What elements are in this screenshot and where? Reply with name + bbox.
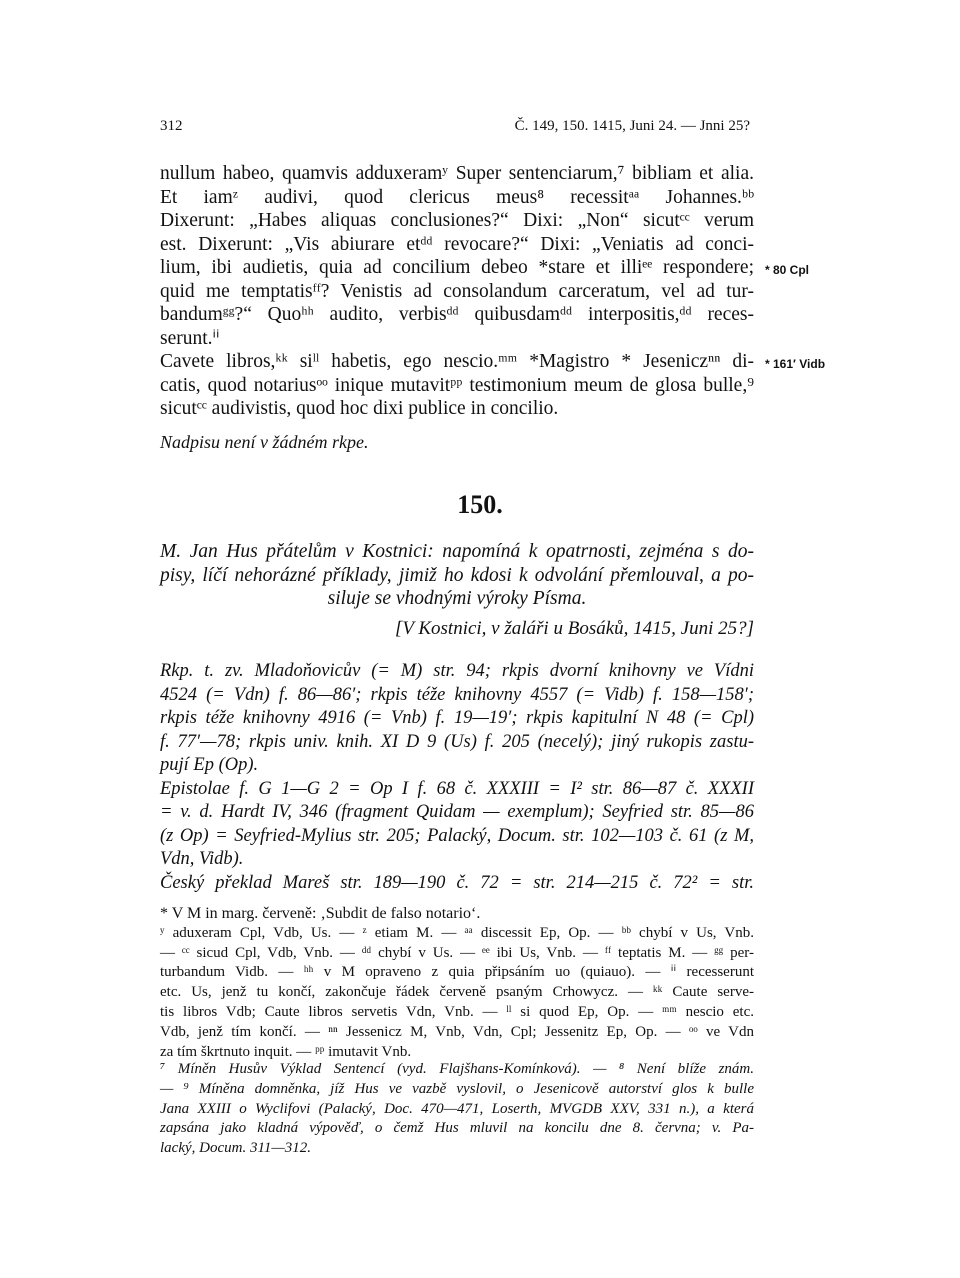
footnote-line: ʸ aduxeram Cpl, Vdb, Us. — ᶻ etiam M. — ᵃᵃ discessit Ep, Op. — ᵇᵇ chybí v Us, Vnb.: [160, 924, 754, 941]
text-line: sicutᶜᶜ audivistis, quod hoc dixi publice in concilio.: [160, 398, 559, 419]
regest-line: siluje se vhodnými výroky Písma.: [327, 588, 587, 609]
footnote-line: za tím škrtnuto inquit. — ᵖᵖ imutavit Vnb.: [160, 1043, 412, 1060]
source-line: Epistolae f. G 1—G 2 = Op I f. 68 č. XXXIII = I² str. 86—87 č. XXXII: [160, 778, 754, 799]
text-line: nullum habeo, quamvis adduxeramʸ Super sentenciarum,⁷ bibliam et alia.: [160, 163, 754, 184]
footnote-line: tis libros Vdb; Caute libros servetis Vdn, Vnb. — ˡˡ si quod Ep, Op. — ᵐᵐ nescio etc.: [160, 1003, 754, 1020]
text-line: est. Dixerunt: „Vis abiurare etᵈᵈ revocare?“ Dixi: „Veniatis ad conci-: [160, 233, 754, 255]
source-line: f. 77′—78; rkpis univ. knih. XI D 9 (Us) f. 205 (necelý); jiný rukopis zastu-: [160, 731, 754, 752]
footnote-line: ⁷ Míněn Husův Výklad Sentencí (vyd. Flajšhans-Komínková). — ⁸ Není blíže znám.: [160, 1061, 754, 1077]
regest-line: M. Jan Hus přátelům v Kostnici: napomíná k opatrnosti, zejména s do-: [160, 541, 754, 562]
source-line: Rkp. t. zv. Mladoňovicův (= M) str. 94; rkpis dvorní knihovny ve Vídni: [160, 661, 754, 681]
footnote-line: — ⁹ Míněna domněnka, jíž Hus ve vazbě vyslovil, o Jesenicově autorství glos k bulle: [160, 1080, 754, 1097]
page-number: 312: [160, 118, 183, 134]
footnote-line: Vdb, jenž tím končí. — ⁿⁿ Jessenicz M, Vnb, Vdn, Cpl; Jessenitz Ep, Op. — ᵒᵒ ve Vdn: [160, 1023, 754, 1040]
source-line: pují Ep (Op).: [160, 755, 259, 775]
text-line: bandumᵍᵍ?“ Quoʰʰ audito, verbisᵈᵈ quibusdamᵈᵈ interpositis,ᵈᵈ reces-: [160, 304, 754, 325]
margin-note: * 80 Cpl: [765, 263, 810, 277]
text-line: quid me temptatisᶠᶠ? Venistis ad consolandum carceratum, vel ad tur-: [160, 280, 754, 302]
margin-note: * 161′ Vidb: [765, 357, 826, 371]
source-line: Český překlad Mareš str. 189—190 č. 72 = str. 214—215 č. 72² = str.: [160, 872, 754, 893]
text-line: Cavete libros,ᵏᵏ siˡˡ habetis, ego nescio.ᵐᵐ *Magistro * Jeseniczⁿⁿ di-: [160, 351, 754, 372]
footnote-line: zapsána jako kladná výpověď, o čemž Hus mluvil na koncilu dne 8. června; v. Pa-: [160, 1120, 754, 1137]
footnote-line: Jana XXIII o Wyclifovi (Palacký, Doc. 470—471, Loserth, MVGDB XXV, 331 n.), a která: [160, 1100, 754, 1117]
footnote-line: — ᶜᶜ sicud Cpl, Vdb, Vnb. — ᵈᵈ chybí v Us. — ᵉᵉ ibi Us, Vnb. — ᶠᶠ teptatis M. — ᵍᵍ per-: [160, 944, 754, 961]
source-line: 4524 (= Vdn) f. 86—86′; rkpis téže knihovny 4557 (= Vidb) f. 158—158′;: [160, 684, 754, 705]
letter-number: 150.: [457, 490, 503, 519]
text-line: serunt.ⁱⁱ: [160, 327, 220, 349]
text-line: catis, quod notariusᵒᵒ inique mutavitᵖᵖ testimonium meum de glosa bulle,⁹: [160, 374, 754, 396]
letter-regest: [160, 540, 754, 611]
text-line: lium, ibi audietis, quia ad concilium debeo *stare et illiᵉᵉ respondere;: [160, 257, 754, 278]
footnote-line: etc. Us, jenž tu končí, zakončuje řádek červeně psaným Crhowycz. — ᵏᵏ Caute serve-: [160, 984, 754, 1001]
regest-line: pisy, líčí nehorázné příklady, jimiž ho kdosi k odvolání přemlouval, a po-: [160, 564, 754, 586]
source-line: rkpis téže knihovny 4916 (= Vnb) f. 19—19′; rkpis kapitulní N 48 (= Cpl): [160, 708, 754, 728]
footnotes-apparatus: [160, 904, 754, 1062]
sources-list: [160, 660, 754, 895]
text-line: Et iamᶻ audivi, quod clericus meus⁸ recessitᵃᵃ Johannes.ᵇᵇ: [160, 186, 754, 208]
source-line: (z Op) = Seyfried-Mylius str. 205; Palacký, Docum. str. 102—103 č. 61 (z M,: [160, 825, 754, 846]
footnote-line: turbandum Vidb. — ʰʰ v M opraveno z quia připsáním uo (quiauo). — ⁱⁱ recesserunt: [160, 964, 754, 981]
running-head: Č. 149, 150. 1415, Juni 24. — Jnni 25?: [514, 118, 750, 134]
footnotes-numbered: [160, 1060, 754, 1159]
place-date: [V Kostnici, v žaláři u Bosáků, 1415, Juni 25?]: [394, 618, 754, 639]
letter-149-text: [160, 162, 754, 421]
source-line: Vdn, Vidb).: [160, 849, 244, 869]
footnote-line: lacký, Docum. 311—312.: [160, 1140, 311, 1157]
footnote-star: * V M in marg. červeně: ‚Subdit de falso notario‘.: [160, 905, 481, 922]
editorial-note: Nadpisu není v žádném rkpe.: [160, 432, 369, 452]
text-line: Dixerunt: „Habes aliquas conclusiones?“ Dixi: „Non“ sicutᶜᶜ verum: [160, 210, 754, 231]
source-line: = v. d. Hardt IV, 346 (fragment Quidam — exemplum); Seyfried str. 85—86: [160, 802, 754, 822]
